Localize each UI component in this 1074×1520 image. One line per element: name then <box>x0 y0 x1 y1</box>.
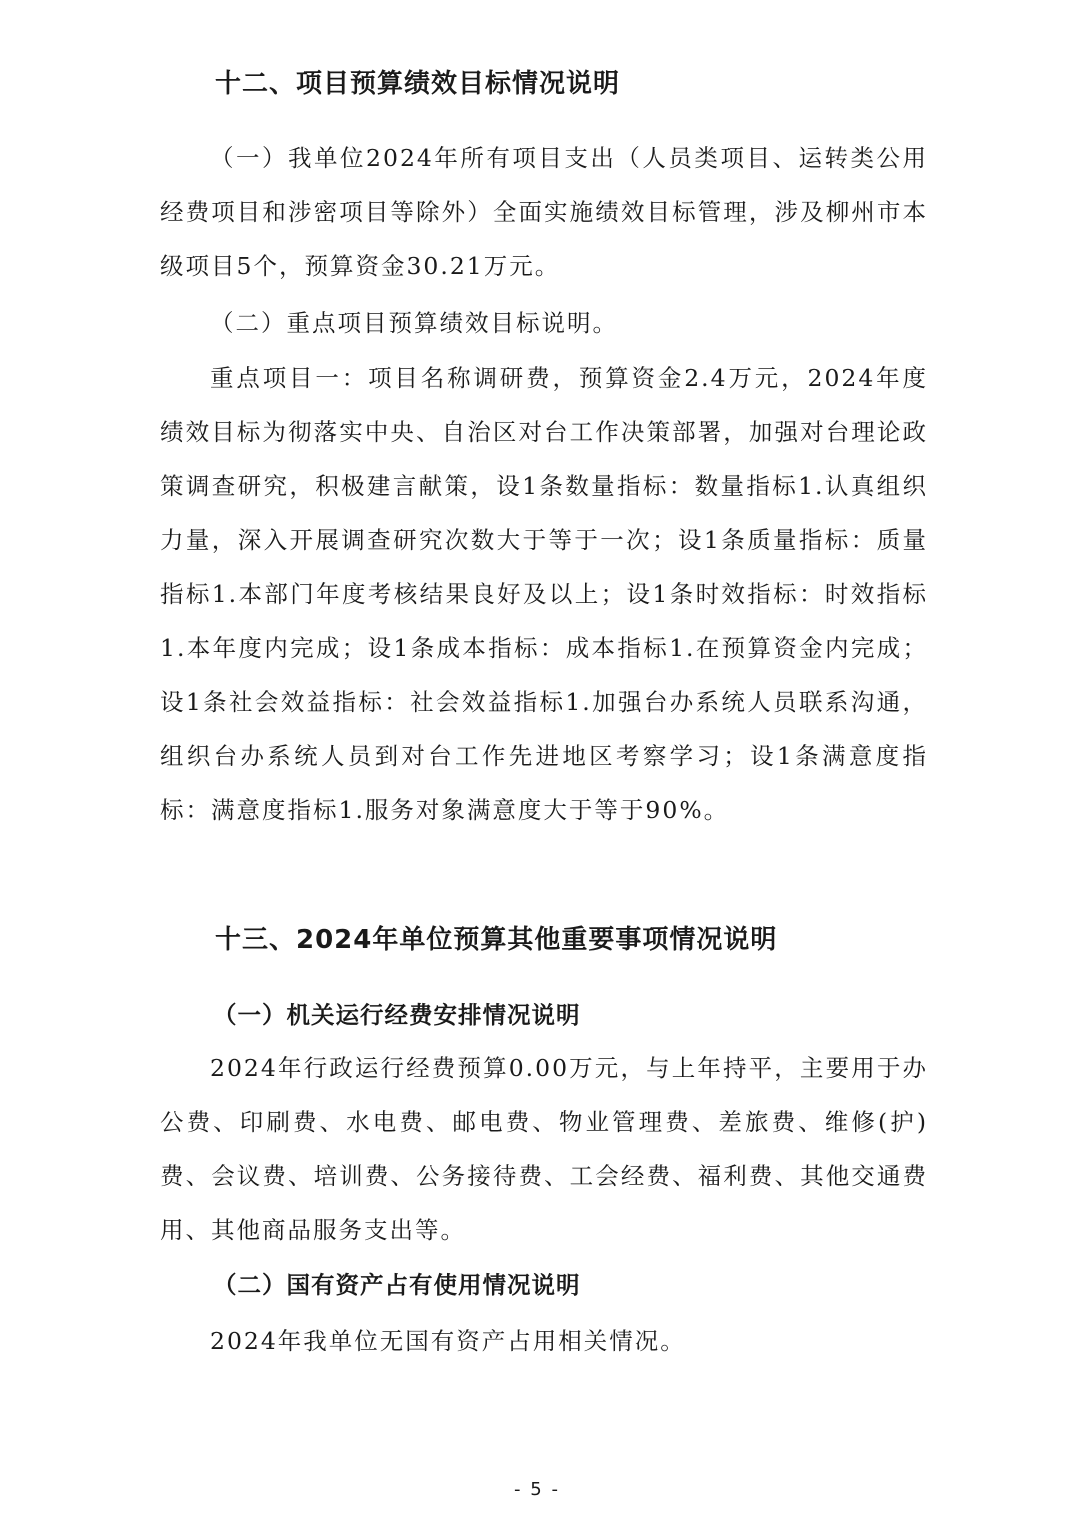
section-12-paragraph-3: 重点项目一：项目名称调研费，预算资金2.4万元，2024年度绩效目标为彻落实中央、自治区对台工作决策部署，加强对台理论政策调查研究，积极建言献策，设1条数量指标：数量指标1.认真组织力量，深入开展调查研究次数大于等于一次；设1条质量指标：质量指标1.本部门年度考核结果良好及以上；设1条时效指标：时效指标1.本年度内完成；设1条成本指标：成本指标1.在预算资金内完成；设1条社会效益指标：社会效益指标1.加强台办系统人员联系沟通，组织台办系统人员到对台工作先进地区考察学习；设1条满意度指标：满意度指标1.服务对象满意度大于等于90%。 <box>160 364 928 824</box>
section-13-heading: 十三、2024年单位预算其他重要事项情况说明 <box>215 925 778 955</box>
section-13-paragraph-2: 2024年我单位无国有资产占用相关情况。 <box>210 1327 686 1355</box>
section-13-subheading-1: （一）机关运行经费安排情况说明 <box>213 1001 581 1029</box>
page-number: - 5 - <box>514 1479 560 1500</box>
section-13-subheading-2: （二）国有资产占有使用情况说明 <box>213 1271 581 1299</box>
section-12-paragraph-2: （二）重点项目预算绩效目标说明。 <box>210 309 618 337</box>
section-12-paragraph-1: （一）我单位2024年所有项目支出（人员类项目、运转类公用经费项目和涉密项目等除外）全面实施绩效目标管理，涉及柳州市本级项目5个，预算资金30.21万元。 <box>160 144 928 280</box>
section-13-paragraph-1: 2024年行政运行经费预算0.00万元，与上年持平，主要用于办公费、印刷费、水电费、邮电费、物业管理费、差旅费、维修(护)费、会议费、培训费、公务接待费、工会经费、福利费、其他交通费用、其他商品服务支出等。 <box>160 1054 928 1244</box>
section-12-heading: 十二、项目预算绩效目标情况说明 <box>215 69 621 99</box>
